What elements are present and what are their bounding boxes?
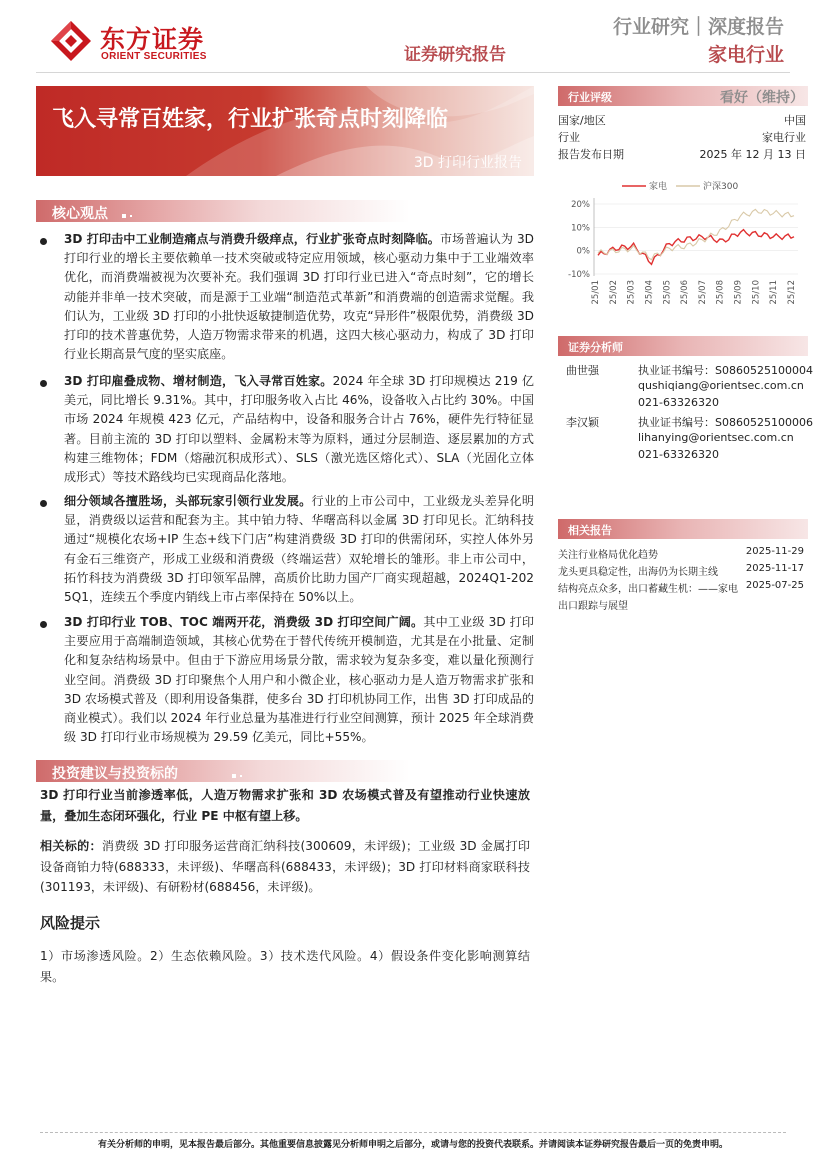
x-tick-label: 25/11 xyxy=(769,280,780,305)
bullet-dot-icon xyxy=(40,500,47,507)
x-tick-label: 25/04 xyxy=(644,280,655,305)
bullet-paragraph xyxy=(64,613,534,747)
targets-label: 相关标的： xyxy=(40,839,102,853)
invest-section-bar xyxy=(36,760,534,782)
report-title: 飞入寻常百姓家，行业扩张奇点时刻降临 xyxy=(52,107,449,132)
bullet-body: 其中工业级 3D 打印主要应用于高端制造领域，其核心优势在于替代传统开模制造，尤其是在小批量、定制化和复杂结构场景中。但由于下游应用场景分散，需求较为复杂多变，难以量化预测行业空间。消费级 3D 打印聚焦个人用户和小微企业，核心驱动力是人造万物需求扩张和 3D 农场模式普及（即利用设备集群，使多台 3D 打印机协同工作，出售 3D 打印成品的商业模式）。我们以 2024 年行业总量为基准进行行业空间测算，预计 2025 年全球消费级 3D 打印行业市场规模为 29.59 亿美元，同比+55%。 xyxy=(64,615,534,745)
rating-panel xyxy=(558,86,808,161)
brand-logo xyxy=(50,20,230,66)
x-tick-label: 25/03 xyxy=(626,280,637,305)
x-tick-label: 25/02 xyxy=(608,280,619,305)
y-tick-label: 10% xyxy=(571,223,590,234)
invest-section-label: 投资建议与投资标的 xyxy=(52,766,178,782)
analyst-email[interactable]: qushiqiang@orientsec.com.cn xyxy=(638,379,804,392)
info-value: 中国 xyxy=(784,114,806,127)
bullet-lead: 细分领域各擅胜场，头部玩家引领行业发展。 xyxy=(64,494,312,508)
bullet-body: 行业的上市公司中，工业级龙头差异化明显，消费级以运营和配套为主。其中铂力特、华曙高科以金属 3D 打印见长。汇纳科技通过“规模化农场+IP 生态+线下门店”构建消费级 3D 打印的供需闭环，实控人体外另有金石三维资产，形成工业级和消费级（终端运营）双轮增长的雏形。非上市公司中，拓竹科技为消费级 3D 打印领军品牌，高质价比助力国产厂商实现超越，2024Q1-2025Q1，连续五个季度内销线上市占率保持在 50%以上。 xyxy=(64,494,534,605)
analyst-phone: 021-63326320 xyxy=(638,448,719,461)
footer-divider xyxy=(40,1132,786,1133)
analyst-email[interactable]: lihanying@orientsec.com.cn xyxy=(638,431,794,444)
info-key: 报告发布日期 xyxy=(558,148,624,161)
bullet-paragraph xyxy=(64,372,534,487)
related-report-date: 2025-11-29 xyxy=(745,546,804,557)
info-key: 国家/地区 xyxy=(558,114,606,127)
report-kind: 行业研究｜深度报告 xyxy=(612,16,784,38)
related-panel xyxy=(558,519,808,539)
rating-label: 行业评级 xyxy=(568,91,612,104)
related-report-date: 2025-07-25 xyxy=(745,580,804,591)
related-report-link[interactable]: 关注行业格局优化趋势 xyxy=(558,550,658,561)
analyst-bar xyxy=(558,336,808,356)
bullet-paragraph xyxy=(64,492,534,607)
performance-chart xyxy=(558,176,808,326)
info-value: 家电行业 xyxy=(762,131,806,144)
title-banner xyxy=(36,86,534,176)
legend-label: 沪深300 xyxy=(703,182,739,192)
related-report-link[interactable]: 龙头更具稳定性，出海仍为长期主线 xyxy=(558,567,718,578)
bullet-dot-icon xyxy=(40,380,47,387)
bar-ornament-icon xyxy=(130,215,132,217)
header-divider xyxy=(36,72,790,73)
x-tick-label: 25/07 xyxy=(697,280,708,305)
analyst-cert: 执业证书编号：S0860525100004 xyxy=(638,364,813,377)
analyst-name: 曲世强 xyxy=(566,364,599,377)
info-row-date xyxy=(558,144,808,161)
info-key: 行业 xyxy=(558,131,580,144)
bullet-paragraph xyxy=(64,230,534,364)
bullet-body: 2024 年全球 3D 打印规模达 219 亿美元，同比增长 9.31%。其中，打印服务收入占比 46%，设备收入占比约 30%。中国市场 2024 年规模 423 亿元，产品结构中，设备和服务合计占 76%，硬件先行特征显著。目前主流的 3D 打印以塑料、金属粉末等为原料，通过分层制造、逐层累加的方式构建三维物体；FDM（熔融沉积成形式）、SLS（激光选区熔化式）、SLA（光固化立体成形式）等技术路线均已实现商品化落地。 xyxy=(64,374,535,485)
analyst-panel xyxy=(558,336,808,356)
orient-logo-icon xyxy=(50,20,92,62)
risk-text: 1）市场渗透风险。2）生态依赖风险。3）技术迭代风险。4）假设条件变化影响测算结果。 xyxy=(40,949,530,984)
bar-ornament-icon xyxy=(232,774,236,778)
bullet-lead: 3D 打印行业 TOB、TOC 端两开花，消费级 3D 打印空间广阔。 xyxy=(64,615,424,629)
x-tick-label: 25/10 xyxy=(751,280,762,305)
info-value: 2025 年 12 月 13 日 xyxy=(699,148,806,161)
bullet-lead: 3D 打印击中工业制造痛点与消费升级痒点，行业扩张奇点时刻降临。 xyxy=(64,232,440,246)
invest-summary: 3D 打印行业当前渗透率低，人造万物需求扩张和 3D 农场模式普及有望推动行业快速放量，叠加生态闭环强化，行业 PE 中枢有望上移。 xyxy=(40,788,530,823)
related-label: 相关报告 xyxy=(568,524,612,537)
x-tick-label: 25/12 xyxy=(787,280,797,305)
brand-name-cn: 东方证券 xyxy=(100,25,205,54)
targets-text: 消费级 3D 打印服务运营商汇纳科技(300609，未评级)；工业级 3D 金属打印设备商铂力特(688333，未评级)、华曙高科(688433，未评级)；3D 打印材料商家联科技(301193，未评级)、有研粉材(688456，未评级)。 xyxy=(40,839,530,894)
rating-value: 看好（维持） xyxy=(720,90,804,106)
footer-disclaimer: 有关分析师的申明，见本报告最后部分。其他重要信息披露见分析师申明之后部分，或请与您的投资代表联系。并请阅读本证券研究报告最后一页的免责申明。 xyxy=(97,1140,728,1150)
info-row-industry xyxy=(558,127,808,144)
x-tick-label: 25/06 xyxy=(680,280,691,305)
related-bar xyxy=(558,519,808,539)
report-subtitle: 3D 打印行业报告 xyxy=(413,155,522,171)
x-tick-label: 25/08 xyxy=(715,280,726,305)
analyst-label: 证券分析师 xyxy=(568,341,623,354)
core-section-bar xyxy=(36,200,534,222)
series-line-csi300 xyxy=(598,209,794,259)
y-tick-label: 0% xyxy=(576,246,590,257)
bar-ornament-icon xyxy=(122,214,126,218)
x-tick-label: 25/01 xyxy=(591,280,601,305)
related-report-link[interactable]: 结构亮点众多，出口蓄藏生机：——家电 xyxy=(558,584,738,595)
y-tick-label: -10% xyxy=(568,270,590,280)
x-tick-label: 25/09 xyxy=(733,280,744,305)
related-report-date: 2025-11-17 xyxy=(745,563,804,574)
analyst-phone: 021-63326320 xyxy=(638,396,719,409)
analyst-cert: 执业证书编号：S0860525100006 xyxy=(638,416,813,429)
x-tick-label: 25/05 xyxy=(662,280,673,305)
related-report-link-cont[interactable]: 出口跟踪与展望 xyxy=(558,601,628,612)
analyst-name: 李汉颖 xyxy=(566,416,599,429)
industry-name: 家电行业 xyxy=(707,44,784,66)
core-section-label: 核心观点 xyxy=(52,206,108,222)
bullet-body: 市场普遍认为 3D 打印行业的增长主要依赖单一技术突破或特定应用领域，核心驱动力集中于工业端效率优化，而消费端被视为次要补充。我们强调 3D 打印行业已进入“奇点时刻”，它的增长动能并非单一技术突破，而是源于工业端“制造范式革新”和消费端的创造需求觉醒。我们认为，工业级 3D 打印的小批快返敏捷制造优势，攻克“异形件”极限优势，消费级 3D 打印的技术普惠优势，人造万物需求带来的机遇，这四大核心驱动力，构成了 3D 打印行业长期高景气度的坚实底座。 xyxy=(64,232,534,362)
brand-name-en: ORIENT SECURITIES xyxy=(101,51,207,62)
report-category: 证券研究报告 xyxy=(404,45,506,65)
bar-ornament-icon xyxy=(240,775,242,777)
risk-heading: 风险提示 xyxy=(40,914,101,932)
info-row-region xyxy=(558,110,808,127)
legend-label: 家电 xyxy=(649,182,668,192)
y-tick-label: 20% xyxy=(571,200,590,210)
series-line-appliance xyxy=(598,230,794,265)
bullet-dot-icon xyxy=(40,238,47,245)
rating-bar xyxy=(558,86,808,106)
invest-targets xyxy=(40,836,530,898)
bullet-dot-icon xyxy=(40,621,47,628)
bullet-lead: 3D 打印雇叠成物、增材制造，飞入寻常百姓家。 xyxy=(64,374,333,388)
